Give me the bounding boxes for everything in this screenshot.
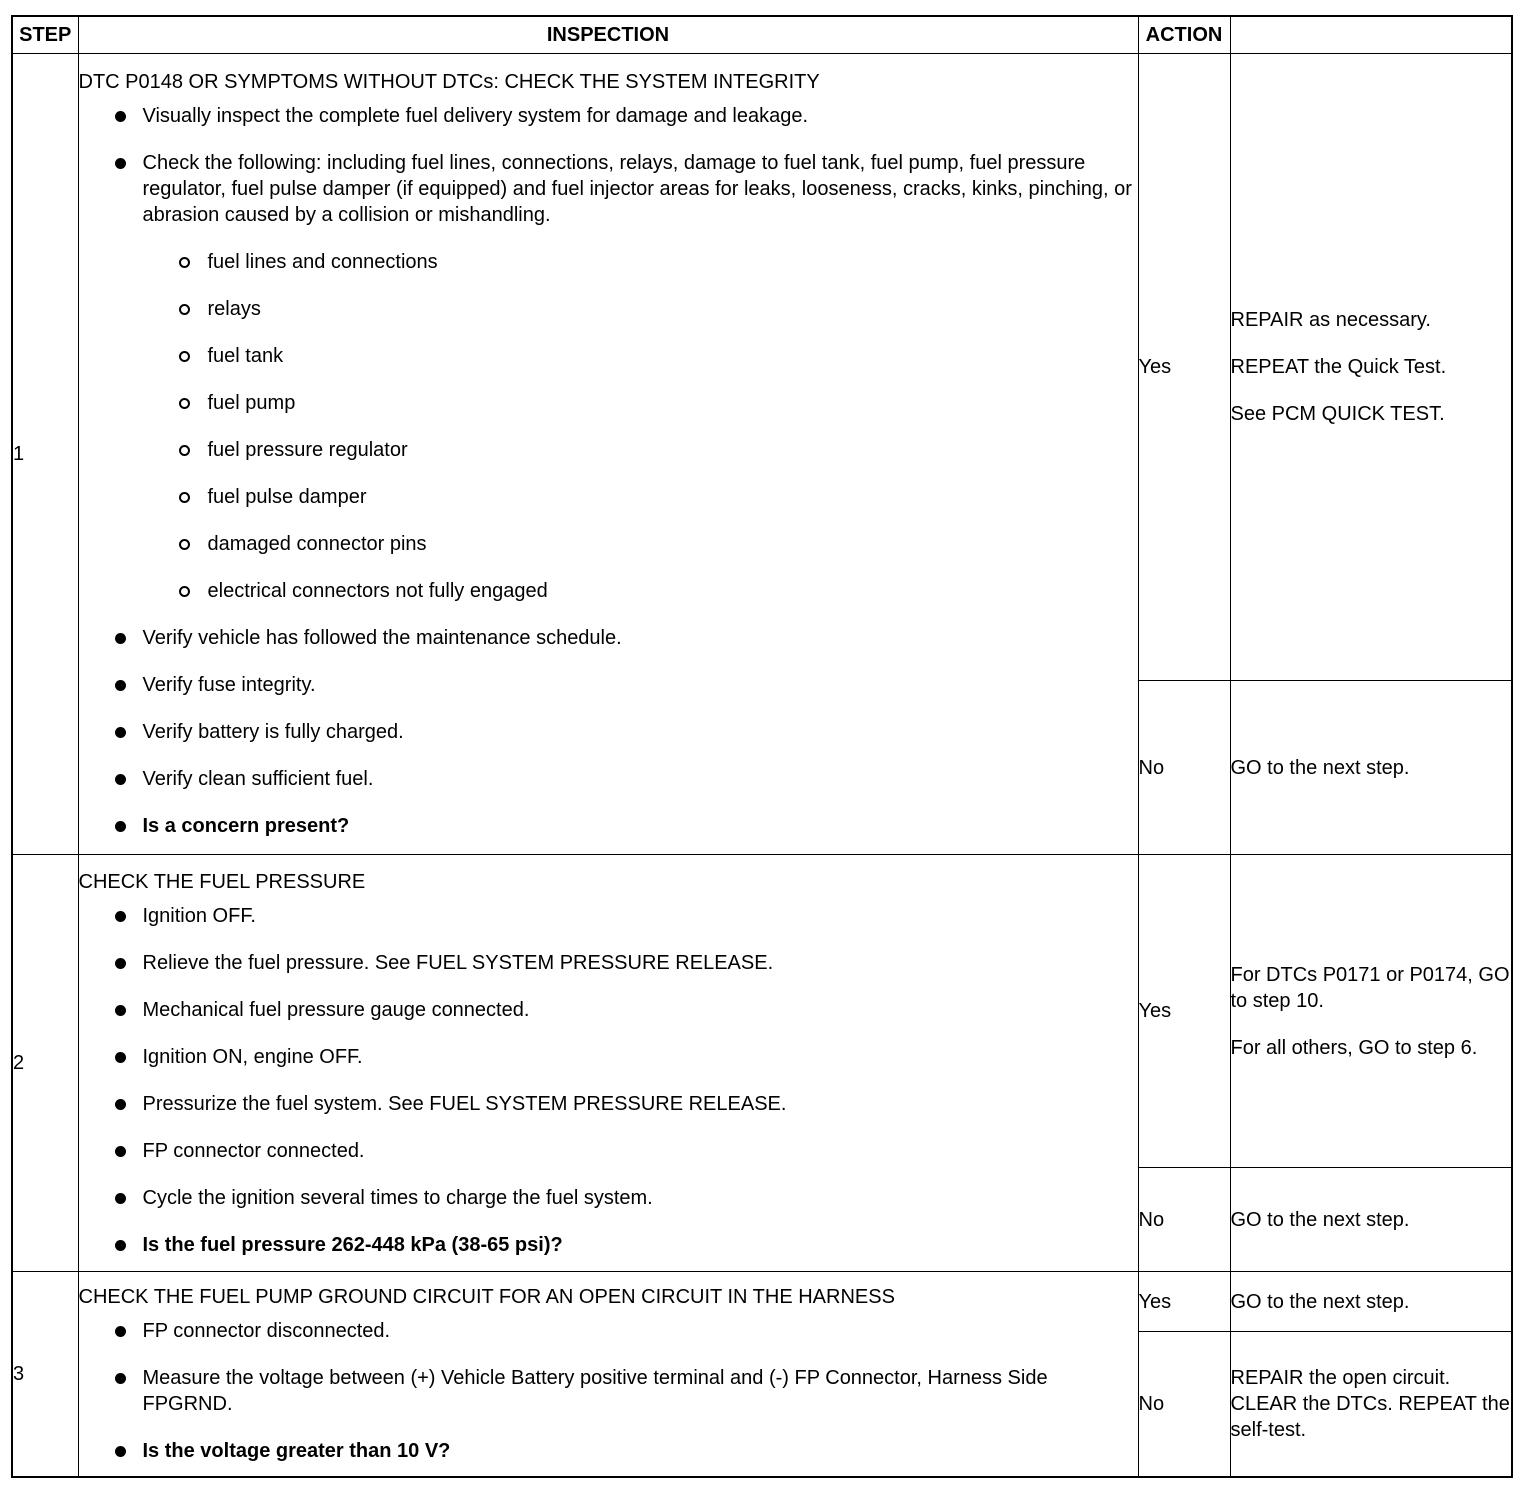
list-item: FP connector disconnected. bbox=[143, 1318, 1138, 1344]
answer-yes: Yes bbox=[1138, 855, 1230, 1168]
step-3-yes-row bbox=[12, 1272, 1512, 1332]
list-item: Cycle the ignition several times to charge the fuel system. bbox=[143, 1185, 1138, 1211]
list-item: Mechanical fuel pressure gauge connected. bbox=[143, 997, 1138, 1023]
sub-list-item: relays bbox=[208, 296, 1138, 322]
bullet-icon bbox=[115, 1446, 126, 1457]
step-title: CHECK THE FUEL PUMP GROUND CIRCUIT FOR AN OPEN CIRCUIT IN THE HARNESS bbox=[78, 1285, 895, 1308]
list-item: Ignition ON, engine OFF. bbox=[143, 1044, 1138, 1070]
header-row bbox=[12, 16, 1512, 54]
diagnostic-table bbox=[11, 15, 1513, 1478]
bullet-icon bbox=[115, 1193, 126, 1204]
list-item-question: Is a concern present? bbox=[143, 813, 1138, 839]
step-2-yes-row bbox=[12, 855, 1512, 1168]
sub-list-item: damaged connector pins bbox=[208, 531, 1138, 557]
list-item: Ignition OFF. bbox=[143, 903, 1138, 929]
answer-no: No bbox=[1138, 1332, 1230, 1477]
sub-list-item: electrical connectors not fully engaged bbox=[208, 578, 1138, 604]
bullet-icon bbox=[115, 1146, 126, 1157]
bullet-icon bbox=[115, 727, 126, 738]
action-yes: GO to the next step. bbox=[1230, 1272, 1512, 1332]
sub-list-item: fuel pressure regulator bbox=[208, 437, 1138, 463]
circle-bullet-icon bbox=[179, 398, 190, 409]
header-inspection: INSPECTION bbox=[78, 16, 1138, 54]
inspection-list bbox=[79, 903, 1138, 1258]
circle-bullet-icon bbox=[179, 492, 190, 503]
step-number: 1 bbox=[12, 54, 78, 855]
step-number: 2 bbox=[12, 855, 78, 1272]
bullet-icon bbox=[115, 1373, 126, 1384]
step-inspection bbox=[78, 54, 1138, 855]
circle-bullet-icon bbox=[179, 351, 190, 362]
step-title: CHECK THE FUEL PRESSURE bbox=[78, 870, 366, 893]
step-1-yes-row bbox=[12, 54, 1512, 681]
bullet-icon bbox=[115, 1326, 126, 1337]
header-step: STEP bbox=[12, 16, 78, 54]
circle-bullet-icon bbox=[179, 304, 190, 315]
header-result bbox=[1230, 16, 1512, 54]
answer-no: No bbox=[1138, 1168, 1230, 1272]
action-yes: For DTCs P0171 or P0174, GO to step 10. For all others, GO to step 6. bbox=[1230, 855, 1512, 1168]
sub-list-item: fuel pump bbox=[208, 390, 1138, 416]
action-no: REPAIR the open circuit. CLEAR the DTCs. REPEAT the self-test. bbox=[1230, 1332, 1512, 1477]
bullet-icon bbox=[115, 1099, 126, 1110]
sub-list-item: fuel lines and connections bbox=[208, 249, 1138, 275]
answer-no: No bbox=[1138, 681, 1230, 855]
action-no: GO to the next step. bbox=[1230, 1168, 1512, 1272]
circle-bullet-icon bbox=[179, 257, 190, 268]
answer-yes: Yes bbox=[1138, 54, 1230, 681]
circle-bullet-icon bbox=[179, 539, 190, 550]
list-item: Verify vehicle has followed the maintenance schedule. bbox=[143, 625, 1138, 651]
bullet-icon bbox=[115, 680, 126, 691]
circle-bullet-icon bbox=[179, 445, 190, 456]
answer-yes: Yes bbox=[1138, 1272, 1230, 1332]
sub-list-item: fuel tank bbox=[208, 343, 1138, 369]
step-title: DTC P0148 OR SYMPTOMS WITHOUT DTCs: CHECK THE SYSTEM INTEGRITY bbox=[78, 71, 820, 93]
list-item: Verify battery is fully charged. bbox=[143, 719, 1138, 745]
bullet-icon bbox=[115, 911, 126, 922]
circle-bullet-icon bbox=[179, 586, 190, 597]
list-item: Verify fuse integrity. bbox=[143, 672, 1138, 698]
list-item-question: Is the voltage greater than 10 V? bbox=[143, 1438, 1138, 1464]
list-item: FP connector connected. bbox=[143, 1138, 1138, 1164]
bullet-icon bbox=[115, 111, 126, 122]
list-item-question: Is the fuel pressure 262-448 kPa (38-65 psi)? bbox=[143, 1232, 1138, 1258]
sub-list-item: fuel pulse damper bbox=[208, 484, 1138, 510]
list-item: Relieve the fuel pressure. See FUEL SYSTEM PRESSURE RELEASE. bbox=[143, 950, 1138, 976]
step-inspection bbox=[78, 1272, 1138, 1477]
bullet-icon bbox=[115, 1052, 126, 1063]
sub-list bbox=[143, 249, 1138, 604]
step-number: 3 bbox=[12, 1272, 78, 1477]
header-action: ACTION bbox=[1138, 16, 1230, 54]
list-item: Verify clean sufficient fuel. bbox=[143, 766, 1138, 792]
bullet-icon bbox=[115, 774, 126, 785]
action-no: GO to the next step. bbox=[1230, 681, 1512, 855]
list-item: Check the following: including fuel lines, connections, relays, damage to fuel tank, fuel pump, fuel pressure regulator, fuel pulse damper (if equipped) and fuel injector areas for leaks, looseness, cracks, kinks, pinching, or abrasion caused by a collision or mishandling. fuel lines and connections relays fuel tank fuel pump fuel pressure regulator fuel pulse damper damaged connector pins electrical connectors not fully engaged bbox=[143, 150, 1138, 604]
inspection-list bbox=[79, 103, 1138, 839]
action-yes: REPAIR as necessary. REPEAT the Quick Test. See PCM QUICK TEST. bbox=[1230, 54, 1512, 681]
bullet-icon bbox=[115, 1005, 126, 1016]
bullet-icon bbox=[115, 821, 126, 832]
list-item: Pressurize the fuel system. See FUEL SYSTEM PRESSURE RELEASE. bbox=[143, 1091, 1138, 1117]
bullet-icon bbox=[115, 1240, 126, 1251]
bullet-icon bbox=[115, 158, 126, 169]
list-item: Measure the voltage between (+) Vehicle Battery positive terminal and (-) FP Connector, Harness Side FPGRND. bbox=[143, 1365, 1138, 1417]
bullet-icon bbox=[115, 633, 126, 644]
list-item: Visually inspect the complete fuel delivery system for damage and leakage. bbox=[143, 103, 1138, 129]
bullet-icon bbox=[115, 958, 126, 969]
inspection-list bbox=[79, 1318, 1138, 1464]
step-inspection bbox=[78, 855, 1138, 1272]
